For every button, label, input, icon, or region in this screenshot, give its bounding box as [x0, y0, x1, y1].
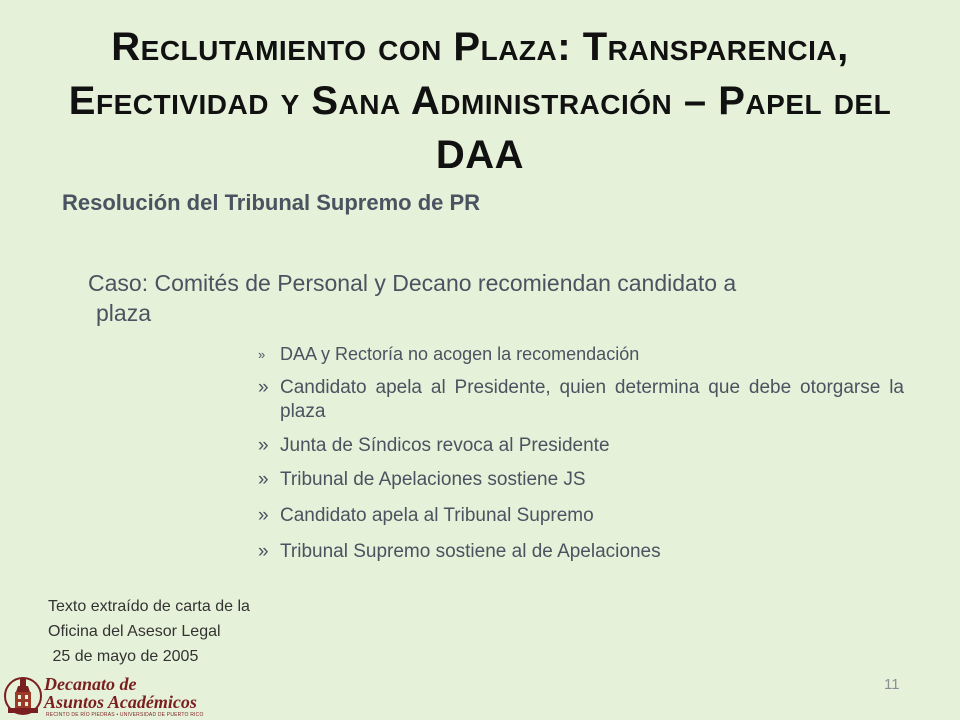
- logo-text: Decanato de: [44, 674, 137, 694]
- bullet-text: Tribunal Supremo sostiene al de Apelaciones: [280, 541, 661, 562]
- bullet-marker-icon: »: [258, 469, 269, 490]
- source-note: [48, 594, 250, 669]
- logo-subtext: RECINTO DE RÍO PIEDRAS • UNIVERSIDAD DE PUERTO RICO: [46, 712, 204, 718]
- list-item: [258, 504, 904, 528]
- list-item: [258, 468, 904, 492]
- bullet-marker-icon: »: [258, 435, 269, 456]
- bullet-text: Candidato apela al Presidente, quien determina que debe otorgarse la plaza: [280, 377, 904, 422]
- page-number: 11: [884, 676, 900, 693]
- building-tower-icon: [4, 672, 42, 718]
- source-line: Texto extraído de carta de la: [48, 598, 250, 615]
- source-line: 25 de mayo de 2005: [48, 648, 199, 665]
- case-line-2: plaza: [96, 300, 151, 326]
- bullet-text: DAA y Rectoría no acogen la recomendación: [280, 344, 640, 364]
- case-description: [88, 268, 908, 328]
- bullet-text: Candidato apela al Tribunal Supremo: [280, 505, 594, 526]
- decanato-logo: [4, 672, 204, 718]
- list-item: [258, 340, 904, 368]
- bullet-marker-icon: »: [258, 347, 266, 362]
- bullet-marker-icon: »: [258, 505, 269, 526]
- case-steps-list: [258, 340, 904, 564]
- bullet-marker-icon: »: [258, 377, 269, 398]
- list-item: [258, 540, 904, 564]
- source-line: Oficina del Asesor Legal: [48, 623, 221, 640]
- logo-text: Asuntos Académicos: [44, 692, 197, 712]
- list-item: [258, 434, 904, 458]
- slide-subtitle: Resolución del Tribunal Supremo de PR: [62, 190, 481, 215]
- bullet-text: Junta de Síndicos revoca al Presidente: [280, 435, 610, 456]
- bullet-text: Tribunal de Apelaciones sostiene JS: [280, 469, 586, 490]
- slide-title: Reclutamiento con Plaza: Transparencia, Efectividad y Sana Administración – Papel del DAA: [68, 25, 892, 177]
- bullet-marker-icon: »: [258, 541, 269, 562]
- case-line-1: Caso: Comités de Personal y Decano recomiendan candidato a: [88, 270, 737, 296]
- list-item: [258, 376, 904, 424]
